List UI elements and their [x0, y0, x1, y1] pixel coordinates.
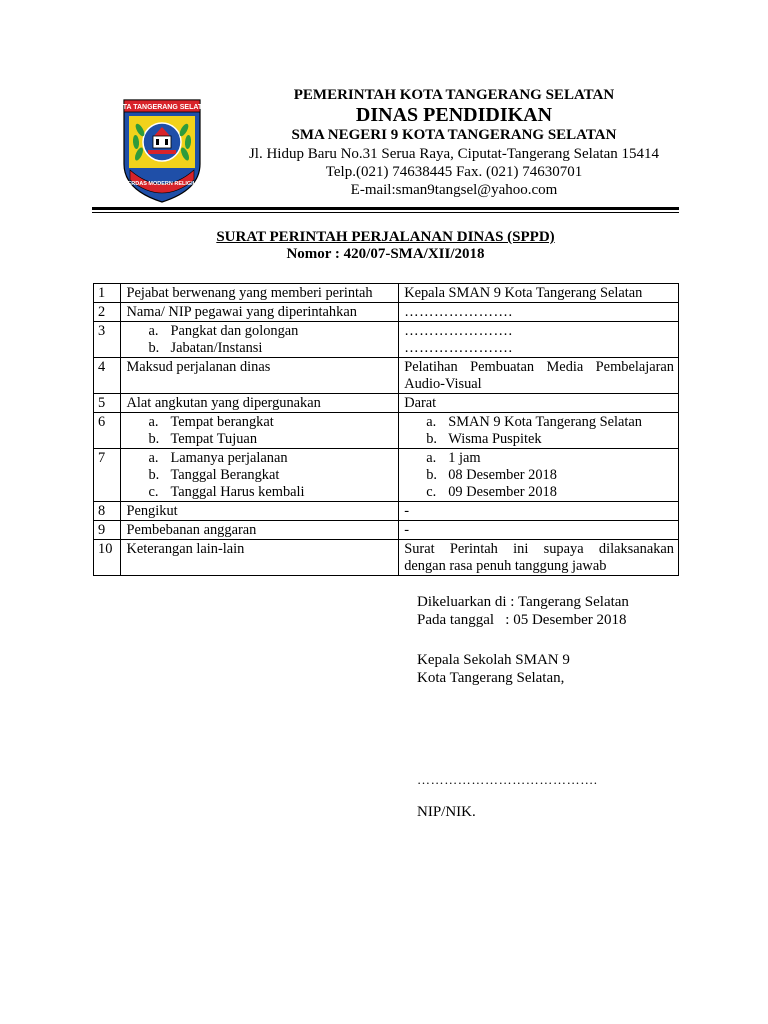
signature-block	[417, 593, 629, 821]
table-row	[94, 449, 679, 502]
document-title	[92, 229, 679, 263]
table-row	[94, 413, 679, 449]
row-value: Surat Perintah ini supaya dilaksanakan dengan rasa penuh tanggung jawab	[399, 540, 679, 576]
row-value: -	[399, 521, 679, 540]
row-value-blank: ………………….	[404, 323, 513, 339]
row-label	[121, 449, 399, 502]
letterhead-divider-thick	[92, 207, 679, 210]
row-label: Maksud perjalanan dinas	[121, 358, 399, 394]
table-row	[94, 394, 679, 413]
row-value	[399, 449, 679, 502]
issued-date: Pada tanggal : 05 Desember 2018	[417, 612, 627, 628]
sub-value: a. 1 jam	[426, 450, 481, 466]
table-row	[94, 540, 679, 576]
kota-tangerang-selatan-logo	[112, 94, 212, 206]
row-label: Pengikut	[121, 502, 399, 521]
table-row	[94, 521, 679, 540]
row-label	[121, 413, 399, 449]
government-name: PEMERINTAH KOTA TANGERANG SELATAN	[293, 87, 615, 103]
row-label: Alat angkutan yang dipergunakan	[121, 394, 399, 413]
sub-item: b. Jabatan/Instansi	[148, 340, 263, 356]
svg-text:KOTA TANGERANG SELATAN: KOTA TANGERANG SELATAN	[112, 104, 212, 111]
svg-text:CERDAS MODERN RELIGIUS: CERDAS MODERN RELIGIUS	[123, 181, 201, 187]
nip-label: NIP/NIK.	[417, 804, 476, 820]
school-phone-fax: Telp.(021) 74638445 Fax. (021) 74630701	[325, 164, 583, 180]
row-number: 4	[94, 358, 121, 394]
row-value	[399, 413, 679, 449]
row-number: 8	[94, 502, 121, 521]
row-number: 2	[94, 303, 121, 322]
sub-item: c. Tanggal Harus kembali	[148, 484, 305, 500]
row-number: 3	[94, 322, 121, 358]
department-name: DINAS PENDIDIKAN	[355, 104, 553, 126]
row-value: Darat	[399, 394, 679, 413]
row-value: -	[399, 502, 679, 521]
sub-value: b. 08 Desember 2018	[426, 467, 557, 483]
table-row	[94, 303, 679, 322]
sub-value: c. 09 Desember 2018	[426, 484, 557, 500]
sub-item: a. Tempat berangkat	[148, 414, 274, 430]
issued-at: Dikeluarkan di : Tangerang Selatan	[417, 594, 629, 610]
row-number: 9	[94, 521, 121, 540]
letterhead	[210, 86, 698, 199]
row-number: 5	[94, 394, 121, 413]
sub-value: a. SMAN 9 Kota Tangerang Selatan	[426, 414, 642, 430]
sub-item: a. Pangkat dan golongan	[148, 323, 299, 339]
row-number: 7	[94, 449, 121, 502]
row-label: Pejabat berwenang yang memberi perintah	[121, 284, 399, 303]
row-label	[121, 322, 399, 358]
row-label: Nama/ NIP pegawai yang diperintahkan	[121, 303, 399, 322]
row-number: 6	[94, 413, 121, 449]
document-title-main: SURAT PERINTAH PERJALANAN DINAS (SPPD)	[216, 229, 555, 245]
row-value-blank: ………………….	[404, 340, 513, 356]
table-row	[94, 358, 679, 394]
school-email: E-mail:sman9tangsel@yahoo.com	[350, 182, 558, 198]
sub-item: b. Tanggal Berangkat	[148, 467, 280, 483]
sub-value: b. Wisma Puspitek	[426, 431, 542, 447]
table-row	[94, 284, 679, 303]
row-value: Pelatihan Pembuatan Media Pembelajaran Audio-Visual	[399, 358, 679, 394]
signer-position: Kepala Sekolah SMAN 9	[417, 652, 570, 668]
row-value-blank: ………………….	[399, 303, 679, 322]
row-value: Kepala SMAN 9 Kota Tangerang Selatan	[399, 284, 679, 303]
table-row	[94, 502, 679, 521]
row-number: 1	[94, 284, 121, 303]
row-label: Pembebanan anggaran	[121, 521, 399, 540]
school-address: Jl. Hidup Baru No.31 Serua Raya, Ciputat-Tangerang Selatan 15414	[248, 146, 660, 162]
signer-institution: Kota Tangerang Selatan,	[417, 670, 565, 686]
row-label: Keterangan lain-lain	[121, 540, 399, 576]
row-number: 10	[94, 540, 121, 576]
signer-name-blank: ………………………………….	[417, 772, 598, 787]
document-number: Nomor : 420/07-SMA/XII/2018	[286, 246, 485, 262]
table-row	[94, 322, 679, 358]
sub-item: b. Tempat Tujuan	[148, 431, 258, 447]
sppd-table	[93, 283, 679, 576]
sub-item: a. Lamanya perjalanan	[148, 450, 288, 466]
school-name: SMA NEGERI 9 KOTA TANGERANG SELATAN	[291, 127, 617, 143]
row-value	[399, 322, 679, 358]
letterhead-divider-thin	[92, 212, 679, 213]
